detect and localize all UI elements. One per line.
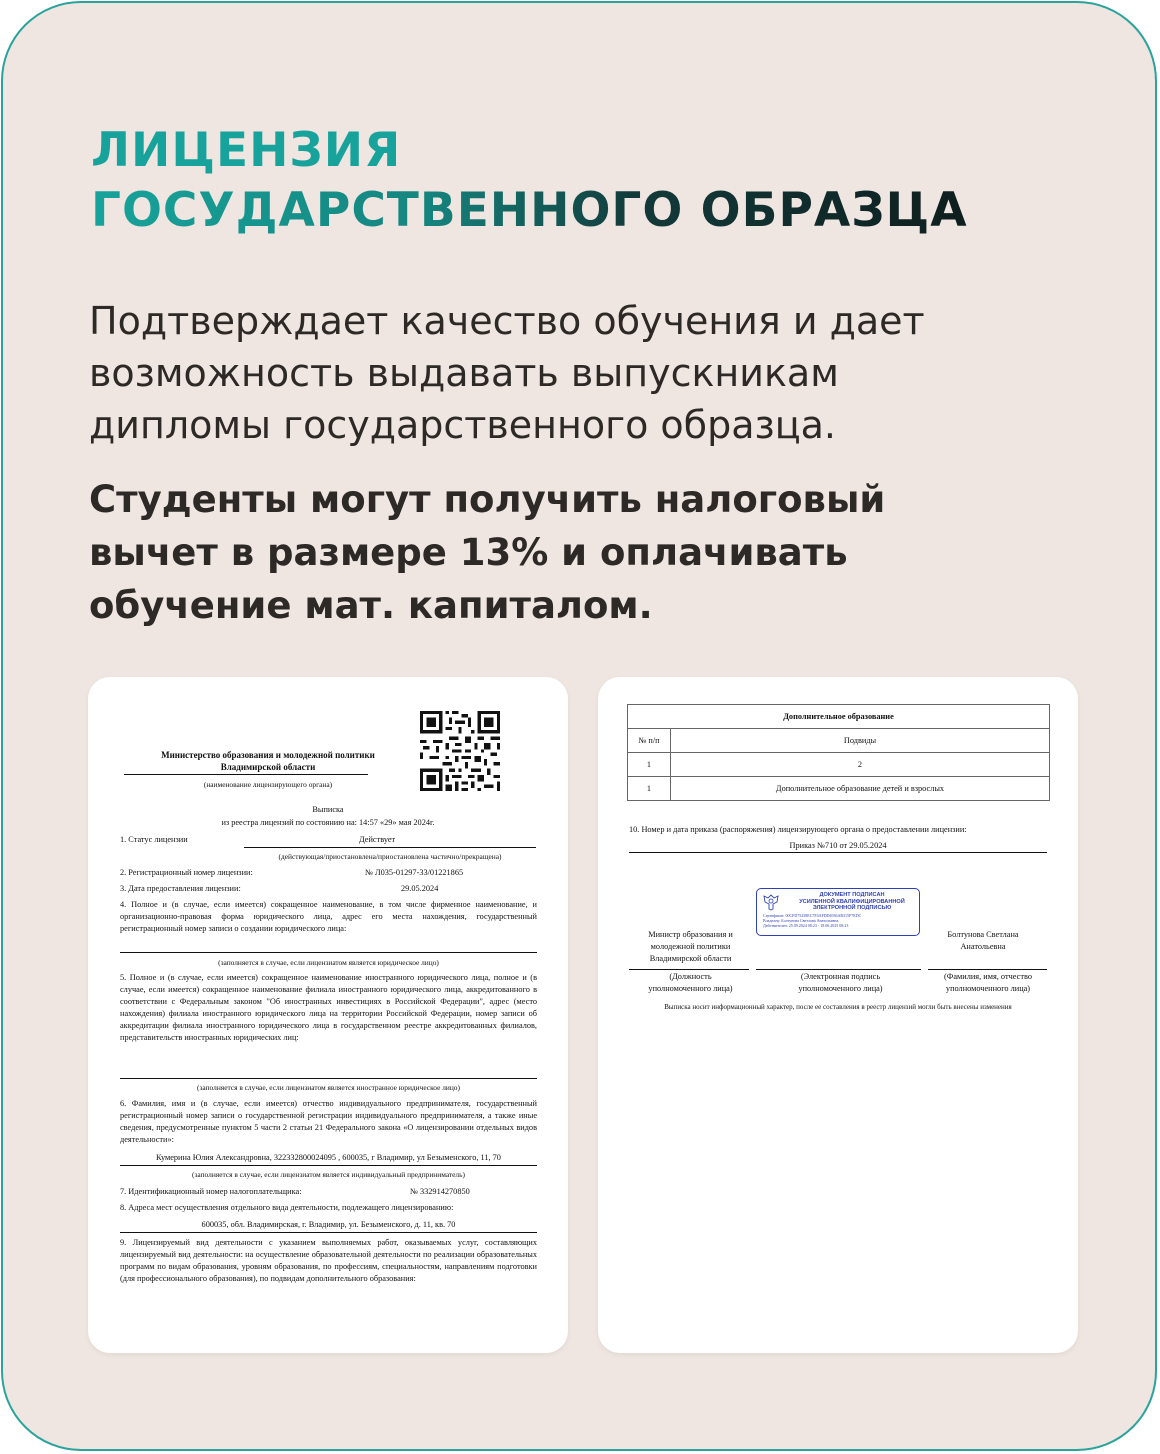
issue-date-value: 29.05.2024 bbox=[401, 884, 439, 893]
section-6-text: 6. Фамилия, имя и (в случае, если имеется) отчество индивидуального предпринимателя, государственный регистрационный номер записи о государственной регистрации индивидуального предпринимателя, а также иные сведения, предусмотренные пунктом 5 части 2 статьи 21 Федерального закона «О лицензировании отдельных видов деятельности»: bbox=[120, 1099, 537, 1144]
signatory-position-line: Владимирской области bbox=[649, 954, 732, 963]
extract-title: Выписка bbox=[312, 805, 344, 814]
table-cell: Дополнительное образование детей и взрослых bbox=[671, 777, 1050, 801]
license-extract-page-1 bbox=[88, 677, 568, 1353]
coat-of-arms-icon bbox=[761, 893, 781, 911]
signature-caption bbox=[758, 971, 923, 995]
entrepreneur-details: Кумерина Юлия Александровна, 322332800024095 , 600035, г Владимир, ул Безыменского, 11, 70 bbox=[156, 1153, 501, 1162]
ministry-name bbox=[118, 749, 418, 773]
position-caption bbox=[618, 971, 763, 995]
divider bbox=[756, 969, 921, 970]
benefits-line: обучение мат. капиталом. bbox=[89, 584, 653, 627]
address-value: 600035, обл. Владимирская, г. Владимир, ул. Безыменского, д. 11, кв. 70 bbox=[201, 1220, 456, 1229]
caption-line: уполномоченного лица) bbox=[798, 984, 883, 993]
table-header-row bbox=[628, 729, 1050, 753]
title-line-1: ЛИЦЕНЗИЯ bbox=[91, 123, 402, 178]
stamp-details bbox=[763, 913, 861, 928]
benefits-line: вычет в размере 13% и оплачивать bbox=[89, 531, 848, 574]
status-label: 1. Статус лицензии bbox=[120, 835, 188, 844]
signatory-name-line: Болтунова Светлана bbox=[947, 930, 1019, 939]
education-subtypes-table bbox=[627, 704, 1050, 801]
caption-line: (Должность bbox=[669, 972, 712, 981]
electronic-signature-stamp bbox=[756, 888, 920, 936]
table-cell: 2 bbox=[671, 753, 1050, 777]
license-extract-page-2 bbox=[598, 677, 1078, 1353]
status-value: Действует bbox=[359, 835, 396, 844]
lead-paragraph bbox=[89, 295, 1089, 451]
stamp-line: ЭЛЕКТРОННОЙ ПОДПИСЬЮ bbox=[812, 905, 892, 912]
license-card bbox=[1, 1, 1157, 1451]
section-4-caption: (заполняется в случае, если лицензиатом является юридическое лицо) bbox=[218, 958, 439, 967]
stamp-heading bbox=[787, 892, 917, 912]
address-label: 8. Адреса мест осуществления отдельного вида деятельности, подлежащего лицензированию: bbox=[120, 1203, 454, 1212]
title-line-2: ГОСУДАРСТВЕННОГО ОБРАЗЦА bbox=[91, 183, 968, 238]
table-row bbox=[628, 777, 1050, 801]
caption-line: (Электронная подпись bbox=[800, 972, 881, 981]
divider bbox=[120, 952, 537, 953]
divider bbox=[124, 774, 368, 775]
divider bbox=[244, 847, 536, 848]
divider bbox=[629, 969, 749, 970]
inn-value: № 332914270850 bbox=[410, 1187, 470, 1196]
column-header-number: № п/п bbox=[628, 729, 671, 753]
reg-number-value: № Л035-01297-33/01221865 bbox=[365, 868, 464, 877]
section-5-caption: (заполняется в случае, если лицензиатом является иностранное юридическое лицо) bbox=[197, 1083, 460, 1092]
issue-date-label: 3. Дата предоставления лицензии: bbox=[120, 884, 241, 893]
table-title-row bbox=[628, 705, 1050, 729]
caption-line: уполномоченного лица) bbox=[945, 984, 1031, 993]
section-4-text: 4. Полное и (в случае, если имеется) сокращенное наименование, в том числе фирменное наименование, и организационно-правовая форма юридического лица, адрес его места нахождения, государственный регистрационный номер записи о создании юридического лица: bbox=[120, 900, 537, 933]
table-title: Дополнительное образование bbox=[628, 705, 1050, 729]
signatory-position bbox=[618, 929, 763, 965]
signatory-name-line: Анатольевна bbox=[960, 942, 1006, 951]
order-value: Приказ №710 от 29.05.2024 bbox=[789, 841, 887, 850]
table-row bbox=[628, 753, 1050, 777]
name-caption bbox=[923, 971, 1053, 995]
signatory-name bbox=[918, 929, 1048, 953]
table-cell: 1 bbox=[628, 777, 671, 801]
lead-line: возможность выдавать выпускникам bbox=[89, 351, 839, 395]
caption-line: уполномоченного лица) bbox=[648, 984, 733, 993]
divider bbox=[120, 1078, 537, 1079]
divider bbox=[120, 1165, 537, 1166]
column-header-subtypes: Подвиды bbox=[671, 729, 1050, 753]
divider bbox=[629, 852, 1047, 853]
signatory-position-line: молодежной политики bbox=[650, 942, 731, 951]
ministry-line: Министерство образования и молодежной политики bbox=[161, 750, 375, 760]
footer-note: Выписка носит информационный характер, после ее составления в реестр лицензий могли быть внесены изменения bbox=[664, 1003, 1012, 1011]
stamp-certificate: Сертификат: 00CFD75258EC7F4AFDD4936AB315F7EDC bbox=[763, 913, 862, 918]
divider bbox=[120, 1232, 537, 1233]
stamp-validity: Действителен: 25.09.2024 08:23 - 18.06.2025 08:23 bbox=[763, 923, 849, 928]
extract-subtitle: из реестра лицензий по состоянию на: 14:57 «29» мая 2024г. bbox=[221, 818, 435, 827]
page-title bbox=[91, 121, 968, 241]
stamp-owner: Владелец: Болтунова Светлана Анатольевна bbox=[763, 918, 839, 923]
order-label: 10. Номер и дата приказа (распоряжения) лицензирующего органа о предоставлении лицензии: bbox=[629, 825, 967, 834]
stamp-line: УСИЛЕННОЙ КВАЛИФИЦИРОВАННОЙ bbox=[799, 898, 905, 905]
benefits-paragraph bbox=[89, 473, 1089, 632]
caption-line: (Фамилия, имя, отчество bbox=[944, 972, 1032, 981]
section-6-caption: (заполняется в случае, если лицензиатом является индивидуальный предприниматель) bbox=[192, 1170, 465, 1179]
lead-line: дипломы государственного образца. bbox=[89, 403, 836, 447]
inn-label: 7. Идентификационный номер налогоплательщика: bbox=[120, 1187, 302, 1196]
reg-number-label: 2. Регистрационный номер лицензии: bbox=[120, 868, 253, 877]
qr-code-icon bbox=[420, 711, 500, 791]
stamp-line: ДОКУМЕНТ ПОДПИСАН bbox=[819, 892, 885, 898]
table-cell: 1 bbox=[628, 753, 671, 777]
ministry-caption: (наименование лицензирующего органа) bbox=[203, 780, 333, 789]
ministry-line: Владимирской области bbox=[220, 762, 316, 772]
section-5-text: 5. Полное и (в случае, если имеется) сокращенное наименование иностранного юридического лица, полное и (в случае, если имеется) сокращенное наименование филиала иностранного юридического лица, аккредитованного в соответствии с Федеральным законом "Об иностранных инвестициях в Российской Федерации", адрес (место нахождения) филиала иностранного юридического лица на территории Российской Федерации, номер записи об аккредитации филиала иностранного юридического лица в государственном реестре аккредитованных филиалов, представительств иностранных юридических лиц: bbox=[120, 973, 537, 1042]
lead-line: Подтверждает качество обучения и дает bbox=[89, 299, 925, 343]
benefits-line: Студенты могут получить налоговый bbox=[89, 478, 886, 521]
divider bbox=[928, 969, 1047, 970]
status-caption: (действующая/приостановлена/приостановлена частично/прекращена) bbox=[278, 852, 502, 861]
signatory-position-line: Министр образования и bbox=[648, 930, 733, 939]
section-9-text: 9. Лицензируемый вид деятельности с указанием выполняемых работ, оказываемых услуг, составляющих лицензируемый вид деятельности: на осуществление образовательной деятельности по реализации образовательных программ по видам образования, уровням образования, по профессиям, специальностям, направлениям подготовки (для профессионального образования), по подвидам дополнительного образования: bbox=[120, 1238, 537, 1283]
